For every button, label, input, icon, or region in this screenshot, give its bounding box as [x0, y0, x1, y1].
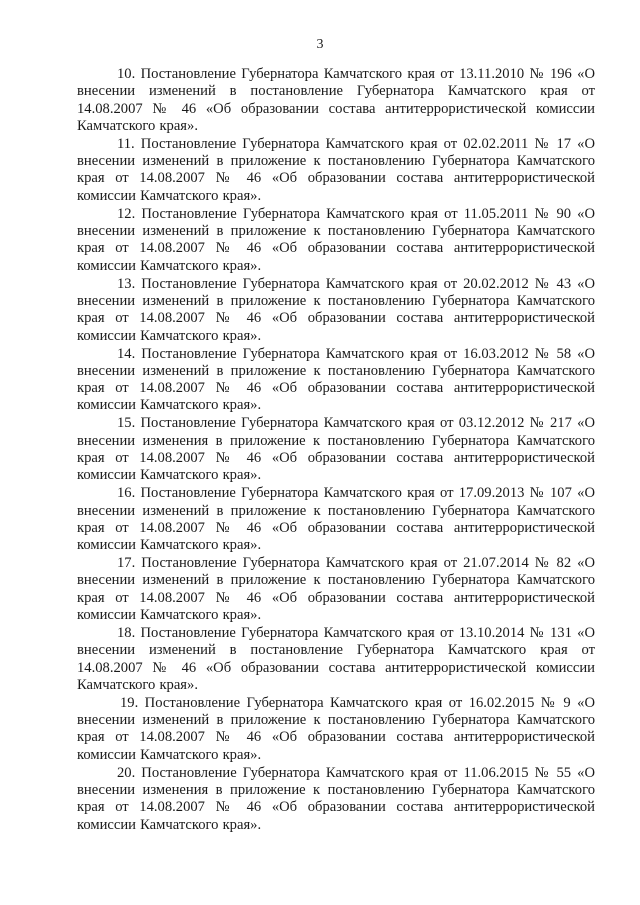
list-item-20: 20. Постановление Губернатора Камчатского края от 11.06.2015 № 55 «О внесении изменения в приложение к постановлению Губернатора Камчатского края от 14.08.2007 № 46 «Об образовании состава антитеррористической комиссии Камчатского края».: [77, 764, 595, 833]
list-item-17: 17. Постановление Губернатора Камчатского края от 21.07.2014 № 82 «О внесении изменений в приложение к постановлению Губернатора Камчатского края от 14.08.2007 № 46 «Об образовании состава антитеррористической комиссии Камчатского края».: [77, 555, 595, 624]
list-item-15: 15. Постановление Губернатора Камчатского края от 03.12.2012 № 217 «О внесении изменения в приложение к постановлению Губернатора Камчатского края от 14.08.2007 № 46 «Об образовании состава антитеррористической комиссии Камчатского края».: [77, 415, 595, 484]
list-item-18: 18. Постановление Губернатора Камчатского края от 13.10.2014 № 131 «О внесении изменений в постановление Губернатора Камчатского края от 14.08.2007 № 46 «Об образовании состава антитеррористической комиссии Камчатского края».: [77, 625, 595, 693]
page-number: 3: [316, 37, 324, 52]
list-item-12: 12. Постановление Губернатора Камчатского края от 11.05.2011 № 90 «О внесении изменений в приложение к постановлению Губернатора Камчатского края от 14.08.2007 № 46 «Об образовании состава антитеррористической комиссии Камчатского края».: [77, 205, 595, 274]
list-item-10: 10. Постановление Губернатора Камчатского края от 13.11.2010 № 196 «О внесении изменений в постановление Губернатора Камчатского края от 14.08.2007 № 46 «Об образовании состава антитеррористической комиссии Камчатского края».: [77, 66, 595, 134]
list-item-11: 11. Постановление Губернатора Камчатского края от 02.02.2011 № 17 «О внесении изменений в приложение к постановлению Губернатора Камчатского края от 14.08.2007 № 46 «Об образовании состава антитеррористической комиссии Камчатского края».: [77, 135, 595, 204]
document-body: [77, 66, 595, 835]
list-item-13: 13. Постановление Губернатора Камчатского края от 20.02.2012 № 43 «О внесении изменений в приложение к постановлению Губернатора Камчатского края от 14.08.2007 № 46 «Об образовании состава антитеррористической комиссии Камчатского края».: [77, 275, 595, 344]
list-item-19: 19. Постановление Губернатора Камчатского края от 16.02.2015 № 9 «О внесении изменений в приложение к постановлению Губернатора Камчатского края от 14.08.2007 № 46 «Об образовании состава антитеррористической комиссии Камчатского края».: [77, 694, 595, 763]
list-item-16: 16. Постановление Губернатора Камчатского края от 17.09.2013 № 107 «О внесении изменений в приложение к постановлению Губернатора Камчатского края от 14.08.2007 № 46 «Об образовании состава антитеррористической комиссии Камчатского края».: [77, 485, 595, 554]
list-item-14: 14. Постановление Губернатора Камчатского края от 16.03.2012 № 58 «О внесении изменений в приложение к постановлению Губернатора Камчатского края от 14.08.2007 № 46 «Об образовании состава антитеррористической комиссии Камчатского края».: [77, 345, 595, 414]
